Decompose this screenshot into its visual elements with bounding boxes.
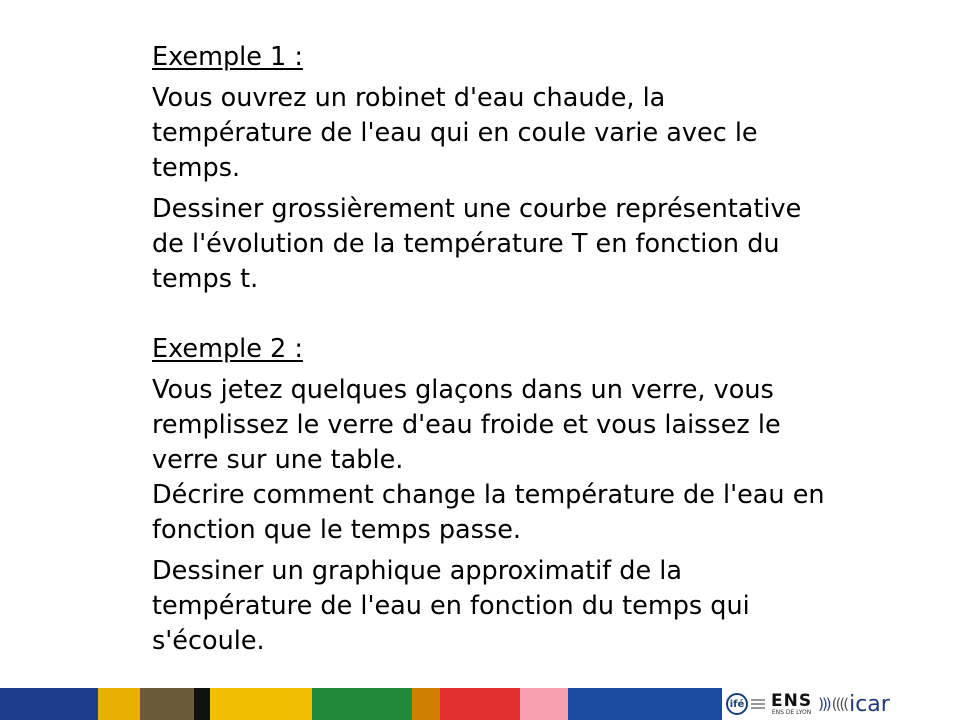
icar-logo	[818, 692, 890, 717]
color-segment	[440, 688, 520, 720]
color-segment	[520, 688, 568, 720]
example-1-paragraph-1: Vous ouvrez un robinet d'eau chaude, la température de l'eau qui en coule varie avec le temps.	[152, 83, 758, 183]
color-segment	[568, 688, 722, 720]
example-2-title: Exemple 2 :	[152, 334, 303, 364]
color-segment	[412, 688, 440, 720]
color-segment	[194, 688, 210, 720]
ife-logo-lines	[751, 699, 765, 709]
example-1-title: Exemple 1 :	[152, 42, 303, 72]
color-segment	[98, 688, 140, 720]
ens-logo-subtitle: ENS DE LYON	[771, 708, 812, 716]
ens-lyon-logo	[771, 690, 813, 716]
example-2-paragraph-2: Dessiner un graphique approximatif de la température de l'eau en fonction du temps qui s'écoule.	[152, 556, 750, 656]
example-2-paragraph-1: Vous jetez quelques glaçons dans un verre, vous remplissez le verre d'eau froide et vous laissez le verre sur une table. Décrire comment change la température de l'eau en fonction que le temps passe.	[152, 375, 825, 545]
ife-logo-mark: ifé	[726, 693, 748, 715]
color-segment	[140, 688, 194, 720]
ens-logo-word: ENS	[771, 690, 813, 711]
color-segment	[210, 688, 312, 720]
icar-waves-left-icon: ((((	[831, 695, 848, 713]
color-segment	[0, 688, 98, 720]
ife-logo	[726, 693, 765, 715]
partner-logos	[722, 688, 960, 720]
slide-content	[152, 40, 942, 659]
icar-waves-right-icon: )))	[818, 695, 830, 713]
color-segment	[312, 688, 412, 720]
icar-logo-word: icar	[849, 691, 890, 717]
example-1-paragraph-2: Dessiner grossièrement une courbe représentative de l'évolution de la température T en fonction du temps t.	[152, 194, 802, 294]
